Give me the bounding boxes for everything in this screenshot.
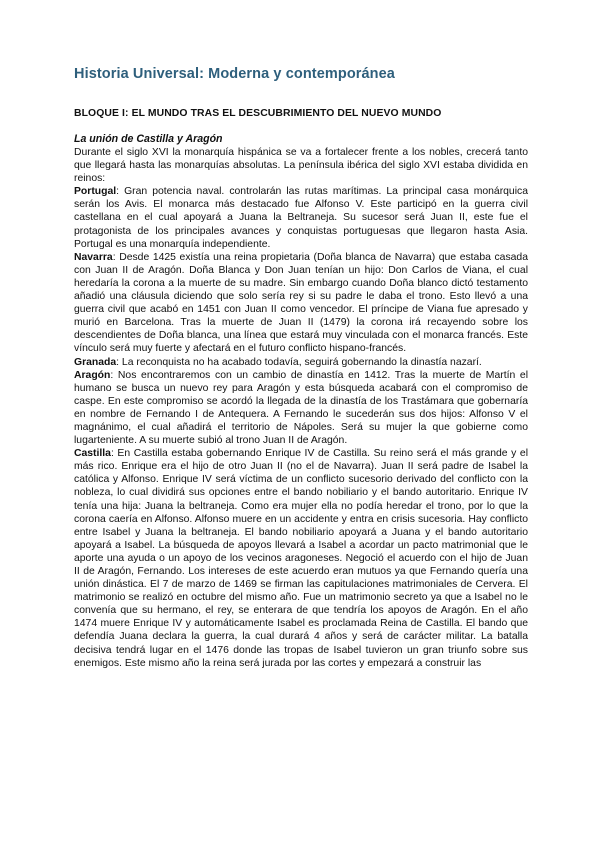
kingdom-paragraph-portugal (74, 185, 528, 250)
kingdom-text: : Nos encontraremos con un cambio de dinastía en 1412. Tras la muerte de Martín el humano se busca un nuevo rey para Aragón y esta búsqueda acabará con el compromiso de caspe. En este compromiso se acordó la llegada de la dinastía de los Trastámara que gobernaría en nombre de Fernando I de Antequera. A Fernando le sucederán sus dos hijos: Alfonso V el magnánimo, el cual añadirá el territorio de Nápoles. Será su mujer la que gobierne como lugarteniente. A su muerte subió al trono Juan II de Aragón. (74, 369, 528, 447)
kingdom-paragraph-aragon (74, 369, 528, 448)
kingdom-name: Portugal (74, 186, 117, 198)
kingdom-name: Granada (74, 356, 117, 368)
section-title: La unión de Castilla y Aragón (74, 133, 223, 145)
block-title: BLOQUE I: EL MUNDO TRAS EL DESCUBRIMIENTO DEL NUEVO MUNDO (74, 108, 442, 119)
kingdom-paragraph-granada (74, 356, 528, 369)
document-title: Historia Universal: Moderna y contemporánea (74, 66, 395, 82)
kingdom-text: : Desde 1425 existía una reina propietaria (Doña blanca de Navarra) que estaba casada con Juan II de Aragón. Doña Blanca y Don Juan tenían un hijo: Don Carlos de Viana, el cual heredaría la corona a la muerte de su madre. Sin embargo cuando Doña blanco dictó testamento añadió una cláusula diciendo que solo sería rey si su padre le daba el trono. Esto llevó a una guerra civil que acabó en 1451 con Juan II como vencedor. El príncipe de Viana fue apresado y murió en Barcelona. Tras la muerte de Juan II (1479) la corona irá recayendo sobre los descendientes de Doña blanca, una línea que estará muy vinculada con el monarca francés. Este vínculo será muy fuerte y afectará en el futuro conflicto hispano-francés. (74, 251, 528, 355)
kingdom-paragraph-navarra (74, 251, 528, 356)
kingdom-name: Castilla (74, 448, 111, 460)
kingdom-text: : La reconquista no ha acabado todavía, seguirá gobernando la dinastía nazarí. (116, 356, 482, 368)
kingdom-text: : Gran potencia naval. controlarán las rutas marítimas. La principal casa monárquica serán los Avis. El monarca más destacado fue Alfonso V. Este participó en la guerra civil castellana en el cual apoyará a Juana la Beltraneja. Su sucesor será Juan II, este fue el protagonista de los principales avances y conquistas portuguesas que llegaron hasta Asia. Portugal es una monarquía independiente. (74, 186, 528, 250)
intro-paragraph: Durante el siglo XVI la monarquía hispánica se va a fortalecer frente a los nobles, crecerá tanto que llegará hasta las monarquías absolutas. La península ibérica del siglo XVI estaba dividida en reinos: (74, 147, 528, 185)
kingdom-text: : En Castilla estaba gobernando Enrique IV de Castilla. Su reino será el más grande y el más rico. Enrique era el hijo de otro Juan II (no el de Navarra). Juan II será padre de Isabel la católica y Alfonso. Enrique IV será víctima de un conflicto sucesorio derivado del conflicto con la nobleza, lo cual dividirá sus opciones entre el bando nobiliario y el bando autoritario. Enrique IV tenía una hija: Juana la beltraneja. Como era mujer ella no podía heredar el trono, por lo que la corona caería en Alfonso. Alfonso muere en un accidente y entra en crisis sucesoria. Hay conflicto entre Isabel y Juana la beltraneja. El bando nobiliario apoyará a Juana y el bando autoritario apoyará a Isabel. La búsqueda de apoyos llevará a Isabel a acordar un pacto matrimonial que le aporte una ayuda o un apoyo de los vecinos aragoneses. Negoció el acuerdo con el hijo de Juan II de Aragón, Fernando. Los intereses de este acuerdo eran mutuos ya que Fernando quería una unión dinástica. El 7 de marzo de 1469 se firman las capitulaciones matrimoniales de Cervera. El matrimonio se realizó en octubre del mismo año. Fue un matrimonio secreto ya que a Isabel no le convenía que su hermano, el rey, se enterara de que tendría los apoyos de Aragón. En el año 1474 muere Enrique IV y automáticamente Isabel es proclamada Reina de Castilla. El bando que defendía Juana declara la guerra, la cual durará 4 años y será de carácter militar. La batalla decisiva tendrá lugar en el 1476 donde las tropas de Isabel tuvieron un gran triunfo sobre sus enemigos. Este mismo año la reina será jurada por las cortes y empezará a construir las (74, 448, 528, 669)
kingdom-name: Navarra (74, 251, 113, 263)
kingdom-paragraph-castilla (74, 447, 528, 670)
kingdom-name: Aragón (74, 369, 111, 381)
